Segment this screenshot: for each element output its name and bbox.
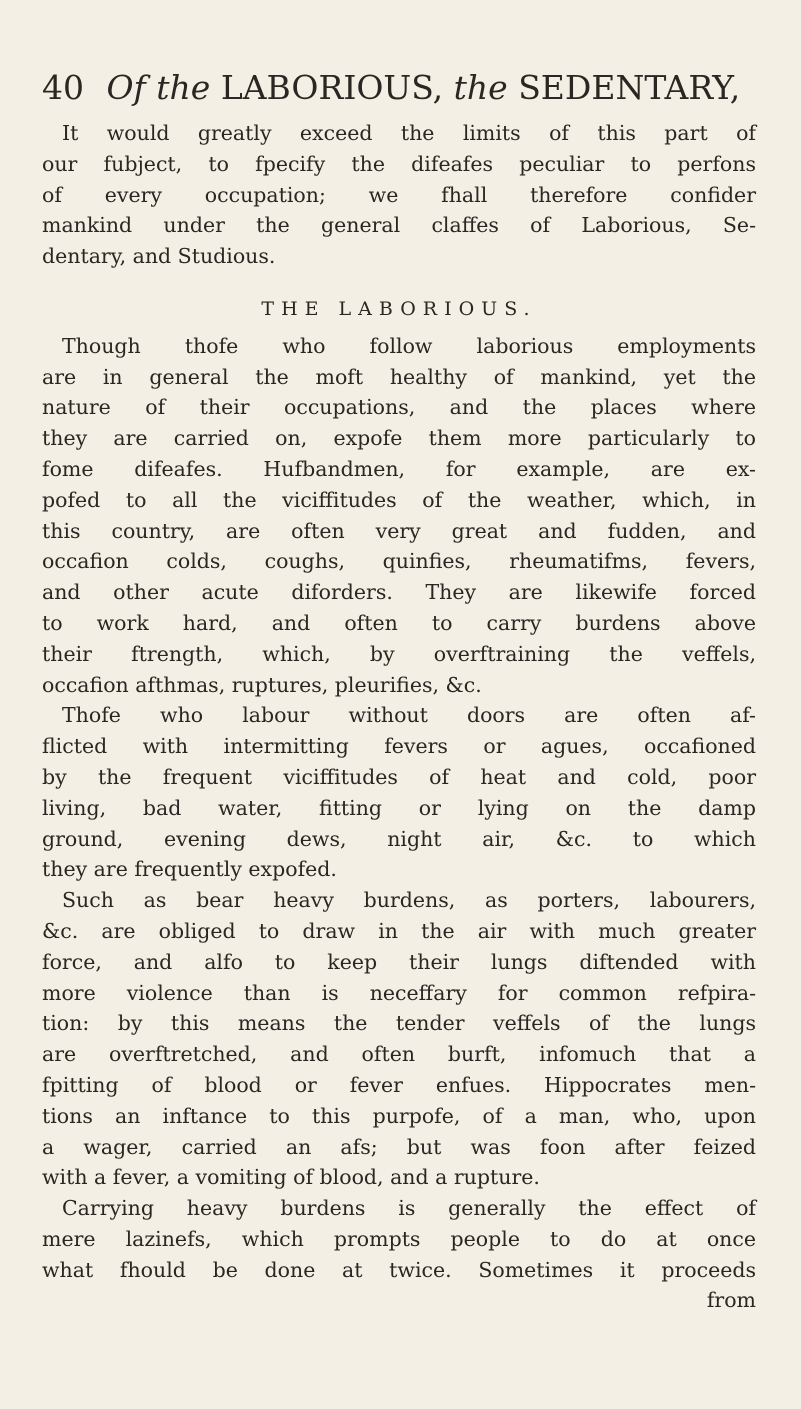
text-line: by the frequent viciffitudes of heat and cold, poor xyxy=(42,764,756,789)
main-text xyxy=(42,331,756,1317)
text-line: tions an inftance to this purpofe, of a man, who, upon xyxy=(42,1103,756,1128)
text-line: Though thofe who follow laborious employments xyxy=(62,333,756,358)
text-line: flicted with intermitting fevers or agues, occafioned xyxy=(42,734,756,759)
text-line: ground, evening dews, night air, &c. to which xyxy=(42,826,756,851)
text-line: living, bad water, fitting or lying on the damp xyxy=(42,795,756,820)
text-line: It would greatly exceed the limits of this part of xyxy=(62,121,756,145)
text-line: mere lazinefs, which prompts people to do at once xyxy=(42,1226,756,1251)
text-line: are in general the moft healthy of mankind, yet the xyxy=(42,364,756,389)
catchword: from xyxy=(706,1288,756,1313)
header-sedentary: SEDENTARY, xyxy=(518,68,741,107)
text-line: pofed to all the viciffitudes of the weather, which, in xyxy=(42,487,756,512)
text-line: their ftrength, which, by overftraining the veffels, xyxy=(42,641,756,666)
text-line: with a fever, a vomiting of blood, and a rupture. xyxy=(42,1165,540,1190)
page-number: 40 xyxy=(42,68,84,107)
intro-paragraph xyxy=(42,118,756,272)
text-line: are overftretched, and often burft, infomuch that a xyxy=(42,1042,756,1067)
text-line: our fubject, to fpecify the difeafes peculiar to perfons xyxy=(42,151,756,176)
text-line: Such as bear heavy burdens, as porters, labourers, xyxy=(62,888,756,913)
page-body xyxy=(42,118,756,1316)
text-line: of every occupation; we fhall therefore confider xyxy=(42,182,756,207)
text-line: force, and alfo to keep their lungs diftended with xyxy=(42,949,756,974)
text-line: Carrying heavy burdens is generally the effect of xyxy=(62,1196,756,1221)
text-line: this country, are often very great and fudden, and xyxy=(42,518,756,543)
text-line: &c. are obliged to draw in the air with much greater xyxy=(42,918,756,943)
text-line: occafion afthmas, ruptures, pleurifies, &c. xyxy=(42,672,482,697)
running-header xyxy=(42,68,742,108)
header-of-the: Of the xyxy=(106,68,211,107)
text-line: nature of their occupations, and the places where xyxy=(42,395,756,420)
header-laborious: LABORIOUS, xyxy=(220,68,444,107)
text-line: Thofe who labour without doors are often af- xyxy=(62,703,756,728)
section-heading: THE LABORIOUS. xyxy=(261,297,537,320)
text-line: and other acute diforders. They are likewife forced xyxy=(42,580,756,605)
text-line: tion: by this means the tender veffels of the lungs xyxy=(42,1011,756,1036)
text-line: a wager, carried an afs; but was foon after feized xyxy=(42,1134,756,1159)
text-line: dentary, and Studious. xyxy=(42,244,276,269)
text-line: to work hard, and often to carry burdens above xyxy=(42,610,756,635)
text-line: mankind under the general claffes of Laborious, Se- xyxy=(42,213,756,238)
text-line: what fhould be done at twice. Sometimes it proceeds xyxy=(42,1257,756,1282)
text-line: occafion colds, coughs, quinfies, rheumatifms, fevers, xyxy=(42,549,756,574)
text-line: more violence than is neceffary for common refpira- xyxy=(42,980,756,1005)
header-the: the xyxy=(453,68,508,107)
text-line: they are carried on, expofe them more particularly to xyxy=(42,426,756,451)
text-line: fpitting of blood or fever enfues. Hippocrates men- xyxy=(42,1072,756,1097)
text-line: fome difeafes. Hufbandmen, for example, are ex- xyxy=(42,456,756,481)
text-line: they are frequently expofed. xyxy=(42,857,337,882)
